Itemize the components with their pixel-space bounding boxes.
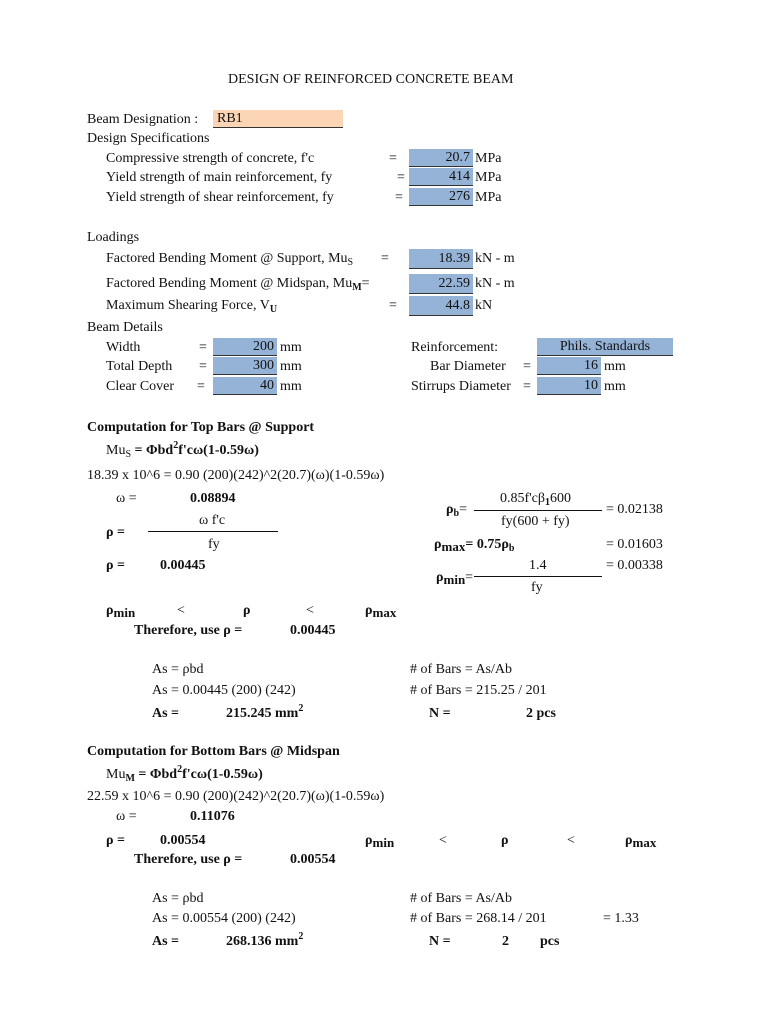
top-formula: $Mu_S = \Phi bd^2f'c\omega(1-0.59\omega)$ <box>106 440 259 460</box>
spec-label-fy: Yield strength of main reinforcement, fy <box>106 170 333 185</box>
bottom-omega-label: ω = <box>116 809 137 824</box>
spec-eq-fy: = <box>397 170 405 185</box>
top-substitution: 18.39 x 10^6 = 0.90 (200)(242)^2(20.7)(ω)(1-0.59ω) <box>87 468 385 483</box>
top-as1: As = ρbd <box>152 662 204 677</box>
bottom-n-value: 2 <box>502 934 509 949</box>
load-eq-vu: = <box>389 298 397 313</box>
load-label-vu: Maximum Shearing Force, $V_U$ <box>106 298 278 315</box>
top-compare-rhomax: $\rho_{max}$ <box>365 603 397 620</box>
rhomin-fraction-bar <box>474 576 602 577</box>
bottom-compare-rhomin: $\rho_{min}$ <box>365 833 395 850</box>
mum-input[interactable]: 22.59 <box>409 274 473 294</box>
beam-unit-width: mm <box>280 340 302 355</box>
top-as3-label: As = <box>152 706 180 721</box>
top-therefore: Therefore, use ρ = <box>134 623 243 638</box>
top-n-label: N = <box>429 706 451 721</box>
beam-eq-width: = <box>199 340 207 355</box>
depth-input[interactable]: 300 <box>213 357 277 375</box>
beam-label-depth: Total Depth <box>106 359 173 374</box>
rhomin-label: $\rho_{min}=$ <box>436 570 474 587</box>
top-as2: As = 0.00445 (200) (242) <box>152 683 296 698</box>
rhob-label: $\rho_b=$ <box>446 502 467 519</box>
top-as3-value: 215.245 $mm^2$ <box>226 703 304 721</box>
beam-unit-bar: mm <box>604 359 626 374</box>
bottom-compare-rhomax: $\rho_{max}$ <box>625 833 657 850</box>
width-input[interactable]: 200 <box>213 338 277 356</box>
bottom-n-pcs: pcs <box>540 934 560 949</box>
spec-label-fyv: Yield strength of shear reinforcement, fy <box>106 190 334 205</box>
bottom-formula: $Mu_M = \Phi bd^2f'c\omega(1-0.59\omega)$ <box>106 764 263 784</box>
bottom-compare-lt1: < <box>439 833 447 848</box>
top-compare-lt1: < <box>177 603 185 618</box>
load-label-mum: Factored Bending Moment @ Midspan, $Mu_M=$ <box>106 276 370 293</box>
reinforcement-select[interactable]: Phils. Standards <box>537 338 673 356</box>
spec-unit-fyv: MPa <box>475 190 502 205</box>
top-omega-label: ω = <box>116 491 137 506</box>
rhob-fraction-bar <box>474 510 602 511</box>
bottom-bars1: # of Bars = As/Ab <box>410 891 513 906</box>
beam-eq-cover: = <box>197 379 205 394</box>
spec-unit-fy: MPa <box>475 170 502 185</box>
stirrup-diameter-input[interactable]: 10 <box>537 377 601 395</box>
beam-label-width: Width <box>106 340 141 355</box>
bottom-as3-value: 268.136 $mm^2$ <box>226 931 304 949</box>
bottom-bars2-extra: = 1.33 <box>603 911 639 926</box>
beam-eq-stirrup: = <box>523 379 531 394</box>
reinforcement-label: Reinforcement: <box>411 340 499 355</box>
designation-label: Beam Designation : <box>87 112 199 127</box>
rhob-value: = 0.02138 <box>606 502 663 517</box>
rhomin-numerator: 1.4 <box>529 558 547 573</box>
rhomin-denominator: fy <box>531 580 543 595</box>
bottom-rho-label: ρ = <box>106 833 125 848</box>
bottom-therefore-value: 0.00554 <box>290 852 336 867</box>
spec-label-fc: Compressive strength of concrete, f'c <box>106 151 315 166</box>
load-unit-vu: kN <box>475 298 493 313</box>
designation-input[interactable]: RB1 <box>213 110 343 128</box>
top-compare-rhomin: $\rho_{min}$ <box>106 603 136 620</box>
beam-label-cover: Clear Cover <box>106 379 175 394</box>
bottom-omega-value: 0.11076 <box>190 809 235 824</box>
top-compare-lt2: < <box>306 603 314 618</box>
rhob-numerator: $0.85f'c\beta_1600$ <box>500 491 572 508</box>
beam-label-bar: Bar Diameter <box>430 359 506 374</box>
bottom-heading: Computation for Bottom Bars @ Midspan <box>87 744 340 759</box>
spec-eq-fyv: = <box>395 190 403 205</box>
top-therefore-value: 0.00445 <box>290 623 336 638</box>
mus-input[interactable]: 18.39 <box>409 249 473 269</box>
load-eq-mus: = <box>381 251 389 266</box>
fc-input[interactable]: 20.7 <box>409 149 473 167</box>
bottom-therefore: Therefore, use ρ = <box>134 852 243 867</box>
beam-unit-cover: mm <box>280 379 302 394</box>
top-compare-rho: ρ <box>243 603 251 618</box>
beam-label-stirrup: Stirrups Diameter <box>411 379 511 394</box>
bottom-rho-value: 0.00554 <box>160 833 206 848</box>
vu-input[interactable]: 44.8 <box>409 296 473 316</box>
cover-input[interactable]: 40 <box>213 377 277 395</box>
spec-unit-fc: MPa <box>475 151 502 166</box>
beam-unit-stirrup: mm <box>604 379 626 394</box>
bottom-n-label: N = <box>429 934 451 949</box>
top-omega-value: 0.08894 <box>190 491 236 506</box>
specs-heading: Design Specifications <box>87 131 210 146</box>
top-heading: Computation for Top Bars @ Support <box>87 420 315 435</box>
load-label-mus: Factored Bending Moment @ Support, $Mu_S$ <box>106 251 354 268</box>
fy-shear-input[interactable]: 276 <box>409 188 473 206</box>
top-bars2: # of Bars = 215.25 / 201 <box>410 683 547 698</box>
rhomax-value: = 0.01603 <box>606 537 663 552</box>
top-bars1: # of Bars = As/Ab <box>410 662 513 677</box>
top-n-value: 2 pcs <box>526 706 556 721</box>
load-unit-mus: kN - m <box>475 251 515 266</box>
bar-diameter-input[interactable]: 16 <box>537 357 601 375</box>
bottom-as2: As = 0.00554 (200) (242) <box>152 911 296 926</box>
bottom-as3-label: As = <box>152 934 180 949</box>
fy-main-input[interactable]: 414 <box>409 168 473 186</box>
spec-eq-fc: = <box>389 151 397 166</box>
bottom-substitution: 22.59 x 10^6 = 0.90 (200)(242)^2(20.7)(ω)(1-0.59ω) <box>87 789 385 804</box>
rhomin-value: = 0.00338 <box>606 558 663 573</box>
bottom-as1: As = ρbd <box>152 891 204 906</box>
top-rho-numerator: ω f'c <box>199 513 226 528</box>
top-rho-label: ρ = <box>106 525 125 540</box>
load-unit-mum: kN - m <box>475 276 515 291</box>
top-rho-fraction-bar <box>148 531 278 532</box>
loadings-heading: Loadings <box>87 230 140 245</box>
page-title: DESIGN OF REINFORCED CONCRETE BEAM <box>228 72 514 87</box>
beam-unit-depth: mm <box>280 359 302 374</box>
top-rho-value: 0.00445 <box>160 558 206 573</box>
rhomax-label: $\rho_{max}= 0.75\rho_b$ <box>434 537 515 554</box>
top-rho-denominator: fy <box>208 537 220 552</box>
bottom-bars2: # of Bars = 268.14 / 201 <box>410 911 547 926</box>
rhob-denominator: fy(600 + fy) <box>501 514 570 529</box>
beam-eq-depth: = <box>199 359 207 374</box>
bottom-compare-rho: ρ <box>501 833 509 848</box>
bottom-compare-lt2: < <box>567 833 575 848</box>
top-rho2-label: ρ = <box>106 558 125 573</box>
beam-eq-bar: = <box>523 359 531 374</box>
beam-heading: Beam Details <box>87 320 163 335</box>
